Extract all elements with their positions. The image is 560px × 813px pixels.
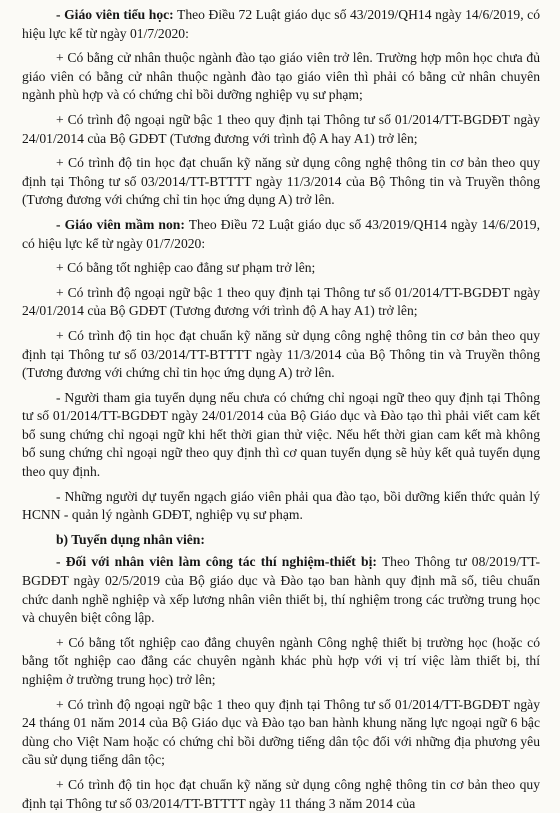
preschool-item-degree: + Có bằng tốt nghiệp cao đẳng sư phạm trở lên; xyxy=(56,260,316,276)
primary-teacher-text: Theo Điều 72 Luật giáo dục số 43/2019/QH14 ngày 14/6/2019, có hiệu lực kể từ ngày 01/7/2020: xyxy=(22,7,540,41)
primary-teacher-paragraph xyxy=(22,6,540,43)
preschool-teacher-label: - Giáo viên mầm non: xyxy=(56,216,185,232)
lab-staff-label: - Đối với nhân viên làm công tác thí nghiệm-thiết bị: xyxy=(56,554,377,570)
preschool-teacher-paragraph xyxy=(22,216,540,253)
preschool-item-language: + Có trình độ ngoại ngữ bậc 1 theo quy định tại Thông tư số 01/2014/TT-BGDĐT ngày 24/01/2014 của Bộ GDĐT (Tương đương với trình độ A hay A1) trở lên; xyxy=(22,284,540,319)
training-requirement-note: - Những người dự tuyển ngạch giáo viên phải qua đào tạo, bồi dưỡng kiến thức quản lý HCNN - quản lý ngành GDĐT, nghiệp vụ sư phạm. xyxy=(22,488,540,523)
primary-item-degree: + Có bằng cử nhân thuộc ngành đào tạo giáo viên trở lên. Trường hợp môn học chưa đủ giáo viên có bằng cử nhân thuộc ngành đào tạo giáo viên thì phải có bằng cử nhân chuyên ngành phù hợp và có chứng chỉ bồi dưỡng nghiệp vụ sư phạm; xyxy=(22,50,540,103)
language-commitment-note: - Người tham gia tuyển dụng nếu chưa có chứng chỉ ngoại ngữ theo quy định tại Thông tư số 01/2014/TT-BGDĐT ngày 24/01/2014 của Bộ Giáo dục và Đào tạo thì phải viết cam kết bổ sung chứng chỉ ngoại ngữ khi hết thời gian thử việc. Nếu hết thời gian cam kết mà không bổ sung chứng chỉ ngoại ngữ theo quy định thì cơ quan tuyển dụng sẽ hủy kết quả tuyển dụng theo quy định. xyxy=(22,389,540,480)
lab-item-it: + Có trình độ tin học đạt chuẩn kỹ năng sử dụng công nghệ thông tin cơ bản theo quy định tại Thông tư số 03/2014/TT-BTTTT ngày 11 tháng 3 năm 2014 của xyxy=(22,776,540,811)
lab-item-degree: + Có bằng tốt nghiệp cao đẳng chuyên ngành Công nghệ thiết bị trường học (hoặc có bằng tốt nghiệp cao đẳng các chuyên ngành khác phù hợp với vị trí việc làm thiết bị, thí nghiệm ở trường trung học) trở lên; xyxy=(22,634,540,687)
preschool-teacher-text: Theo Điều 72 Luật giáo dục số 43/2019/QH14 ngày 14/6/2019, có hiệu lực kể từ ngày 01/7/2020: xyxy=(22,216,540,251)
primary-item-it: + Có trình độ tin học đạt chuẩn kỹ năng sử dụng công nghệ thông tin cơ bản theo quy định tại Thông tư số 03/2014/TT-BTTTT ngày 11/3/2014 của Bộ Thông tin và Truyền thông (Tương đương với chứng chỉ tin học ứng dụng A) trở lên. xyxy=(22,155,540,208)
lab-staff-text: Theo Thông tư 08/2019/TT-BGDĐT ngày 02/5/2019 của Bộ giáo dục và Đào tạo ban hành quy định mã số, tiêu chuẩn chức danh nghề nghiệp và xếp lương nhân viên thiết bị, thí nghiệm trong các trường trung học và chuyên biệt công lập. xyxy=(22,554,541,626)
lab-item-language: + Có trình độ ngoại ngữ bậc 1 theo quy định tại Thông tư số 01/2014/TT-BGDĐT ngày 24 tháng 01 năm 2014 của Bộ Giáo dục và Đào tạo ban hành khung năng lực ngoại ngữ 6 bậc dùng cho Việt Nam hoặc có chứng chỉ bồi dưỡng tiếng dân tộc đối với những địa phương yêu cầu sử dụng tiếng dân tộc; xyxy=(22,696,540,768)
primary-item-language: + Có trình độ ngoại ngữ bậc 1 theo quy định tại Thông tư số 01/2014/TT-BGDĐT ngày 24/01/2014 của Bộ GDĐT (Tương đương với trình độ A hay A1) trở lên; xyxy=(22,111,540,146)
lab-staff-paragraph xyxy=(22,553,540,627)
section-b-heading: b) Tuyển dụng nhân viên: xyxy=(56,531,205,547)
primary-teacher-label: - Giáo viên tiểu học: xyxy=(56,7,174,22)
preschool-item-it: + Có trình độ tin học đạt chuẩn kỹ năng sử dụng công nghệ thông tin cơ bản theo quy định tại Thông tư số 03/2014/TT-BTTTT ngày 11/3/2014 của Bộ Thông tin và Truyền thông (Tương đương với chứng chỉ tin học ứng dụng A) trở lên. xyxy=(22,327,540,381)
